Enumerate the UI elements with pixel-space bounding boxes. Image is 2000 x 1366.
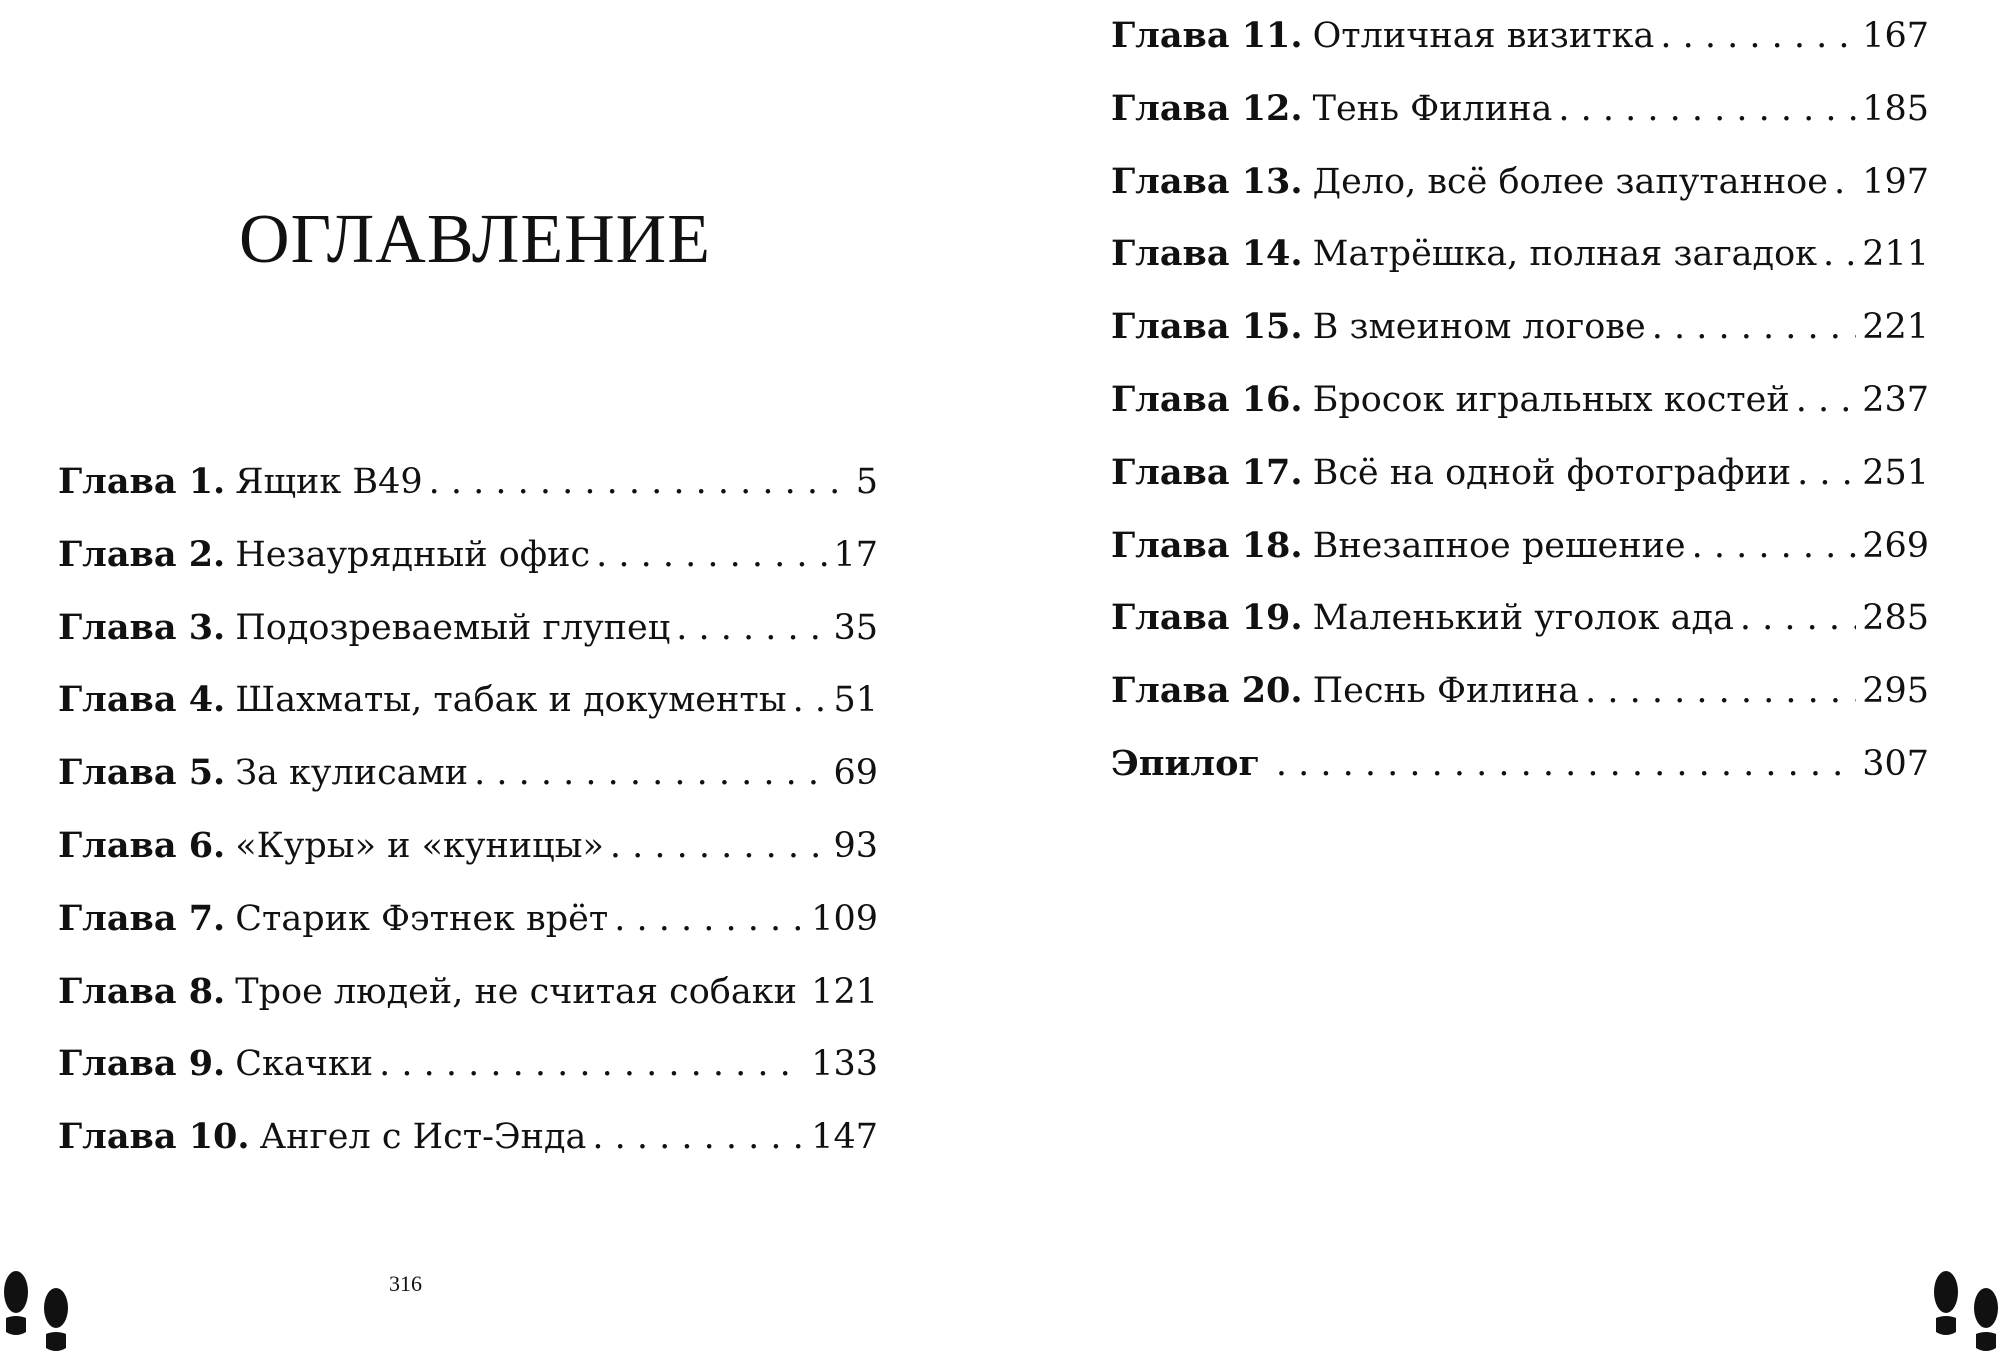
toc-entry-title: Старик Фэтнек врёт — [235, 898, 609, 939]
toc-entry-page: 93 — [833, 825, 878, 866]
toc-entry-title: Всё на одной фотографии — [1312, 452, 1792, 493]
toc-entry-page: 295 — [1862, 671, 1929, 712]
toc-entry[interactable] — [1111, 582, 1929, 655]
toc-entry-label: Глава 16. — [1111, 378, 1303, 420]
toc-leader-dots — [379, 1028, 805, 1101]
toc-leader-dots — [614, 883, 805, 956]
toc-entry-title: Подозреваемый глупец — [235, 607, 671, 648]
toc-entry[interactable] — [58, 1101, 878, 1174]
toc-entry-page: 5 — [855, 462, 878, 502]
toc-entry[interactable] — [58, 519, 878, 592]
toc-entry-page: 197 — [1862, 161, 1929, 202]
toc-entry-page: 17 — [833, 534, 878, 575]
toc-entry-title: Трое людей, не считая собаки — [235, 971, 797, 1012]
toc-entry-label: Глава 17. — [1111, 451, 1303, 493]
toc-entry-page: 185 — [1862, 88, 1929, 129]
toc-entry-label: Глава 14. — [1111, 233, 1303, 275]
toc-entry-page: 221 — [1862, 307, 1929, 348]
toc-entry-page: 167 — [1862, 16, 1929, 56]
toc-entry-label: Глава 5. — [58, 752, 226, 794]
toc-entry[interactable] — [1111, 364, 1929, 437]
toc-entry-epilogue[interactable] — [1111, 728, 1929, 801]
toc-entry[interactable] — [1111, 510, 1929, 583]
footprints-icon — [1928, 1270, 2000, 1362]
toc-leader-dots — [1660, 0, 1856, 73]
toc-leader-dots — [429, 446, 850, 519]
toc-leader-dots — [1558, 73, 1856, 146]
toc-entry[interactable] — [1111, 73, 1929, 146]
toc-entry-title: Скачки — [235, 1044, 374, 1085]
toc-entry-page: 237 — [1862, 379, 1929, 420]
toc-entry-page: 251 — [1862, 452, 1929, 493]
toc-entry-title: Тень Филина — [1312, 88, 1553, 129]
toc-entry[interactable] — [1111, 291, 1929, 364]
toc-entry-page: 109 — [811, 898, 878, 939]
toc-entry-label: Глава 1. — [58, 461, 226, 502]
toc-leader-dots — [1276, 728, 1856, 801]
toc-entry-label: Глава 20. — [1111, 670, 1303, 712]
toc-entry-label: Глава 3. — [58, 606, 226, 648]
toc-entry-title: В змеином логове — [1312, 307, 1646, 348]
toc-leader-dots — [803, 956, 805, 1029]
toc-left-column — [58, 446, 878, 1174]
toc-entry-title: Дело, всё более запутанное — [1312, 161, 1828, 202]
toc-leader-dots — [1797, 437, 1856, 510]
toc-entry-title: Незаурядный офис — [235, 534, 591, 575]
toc-entry[interactable] — [58, 810, 878, 883]
toc-entry-label: Эпилог — [1111, 742, 1260, 784]
toc-entry-label: Глава 10. — [58, 1116, 250, 1158]
toc-entry-title: Песнь Филина — [1312, 671, 1580, 712]
toc-entry-page: 307 — [1862, 743, 1929, 784]
toc-entry-page: 69 — [833, 753, 878, 794]
toc-leader-dots — [592, 1101, 805, 1174]
toc-leader-dots — [676, 592, 827, 665]
toc-entry[interactable] — [58, 956, 878, 1029]
toc-entry[interactable] — [1111, 218, 1929, 291]
toc-leader-dots — [793, 664, 828, 737]
toc-leader-dots — [474, 737, 827, 810]
toc-leader-dots — [596, 519, 827, 592]
toc-entry-page: 285 — [1862, 598, 1929, 639]
toc-entry-title: Бросок игральных костей — [1312, 379, 1790, 420]
toc-entry[interactable] — [58, 592, 878, 665]
toc-entry-label: Глава 9. — [58, 1043, 226, 1085]
toc-entry-label: Глава 6. — [58, 824, 226, 866]
footprints-icon — [0, 1270, 80, 1362]
toc-entry-label: Глава 8. — [58, 970, 226, 1012]
toc-entry-label: Глава 15. — [1111, 306, 1303, 348]
page-title: ОГЛАВЛЕНИЕ — [239, 201, 711, 278]
toc-entry[interactable] — [58, 446, 878, 519]
toc-entry-page: 51 — [833, 680, 878, 721]
toc-entry-label: Глава 4. — [58, 679, 226, 721]
toc-entry-label: Глава 11. — [1111, 15, 1303, 56]
toc-entry-title: Ангел с Ист-Энда — [259, 1117, 587, 1158]
toc-entry-label: Глава 2. — [58, 533, 226, 575]
toc-entry-label: Глава 13. — [1111, 160, 1303, 202]
toc-entry-label: Глава 19. — [1111, 597, 1303, 639]
toc-entry-label: Глава 7. — [58, 897, 226, 939]
toc-entry-title: Матрёшка, полная загадок — [1312, 234, 1818, 275]
toc-leader-dots — [1652, 291, 1856, 364]
toc-leader-dots — [610, 810, 828, 883]
toc-leader-dots — [1834, 146, 1856, 219]
toc-entry-title: Внезапное решение — [1312, 525, 1686, 566]
page-number: 316 — [389, 1271, 422, 1296]
toc-entry-title: Отличная визитка — [1312, 16, 1655, 56]
toc-entry-page: 147 — [811, 1117, 878, 1158]
toc-entry-title: Шахматы, табак и документы — [235, 680, 787, 721]
toc-entry-title: За кулисами — [235, 753, 469, 794]
toc-leader-dots — [1740, 582, 1856, 655]
toc-entry[interactable] — [1111, 655, 1929, 728]
toc-entry-page: 133 — [811, 1044, 878, 1085]
toc-right-column — [1111, 0, 1929, 801]
toc-leader-dots — [1692, 510, 1857, 583]
toc-entry-title: Ящик B49 — [235, 462, 423, 502]
toc-entry-label: Глава 12. — [1111, 87, 1303, 129]
toc-entry-page: 269 — [1862, 525, 1929, 566]
toc-entry-label: Глава 18. — [1111, 524, 1303, 566]
toc-entry[interactable] — [1111, 437, 1929, 510]
toc-entry-page: 35 — [833, 607, 878, 648]
toc-entry[interactable] — [1111, 146, 1929, 219]
toc-entry-page: 211 — [1862, 234, 1929, 275]
toc-entry-title: «Куры» и «куницы» — [235, 825, 604, 866]
toc-leader-dots — [1823, 218, 1856, 291]
toc-entry-page: 121 — [811, 971, 878, 1012]
toc-leader-dots — [1796, 364, 1856, 437]
toc-entry[interactable] — [1111, 0, 1929, 73]
toc-entry[interactable] — [58, 664, 878, 737]
toc-entry[interactable] — [58, 737, 878, 810]
toc-entry[interactable] — [58, 1028, 878, 1101]
toc-leader-dots — [1585, 655, 1856, 728]
toc-entry[interactable] — [58, 883, 878, 956]
toc-entry-title: Маленький уголок ада — [1312, 598, 1734, 639]
